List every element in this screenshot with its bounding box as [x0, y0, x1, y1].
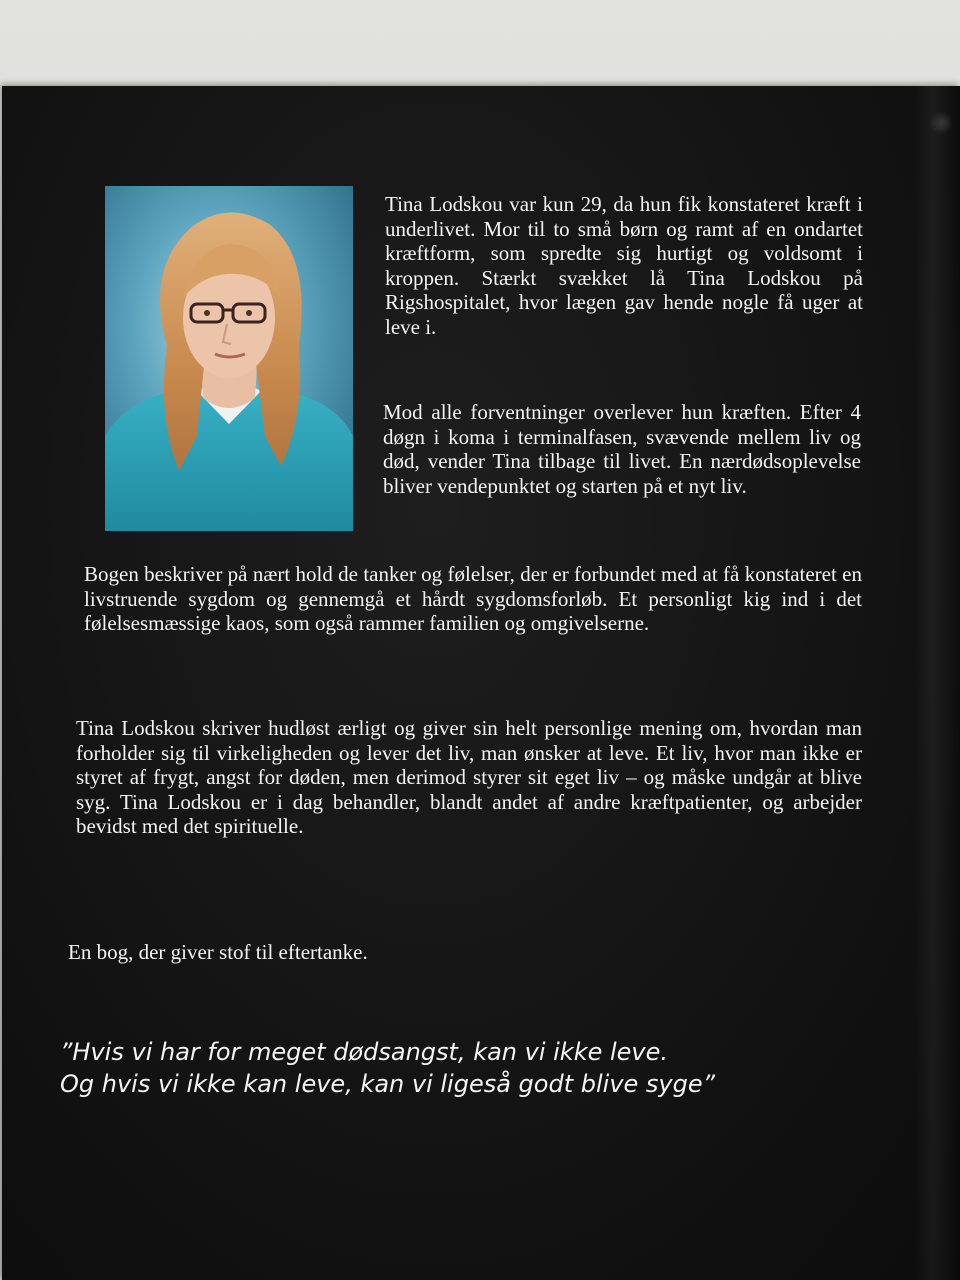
survival-paragraph: Mod alle forventninger overlever hun kræften. Efter 4 døgn i koma i terminalfasen, svævende mellem liv og død, vender Tina tilbage til livet. En nærdødsoplevelse bliver vendepunktet og starten på et nyt liv.	[383, 400, 861, 498]
book-back-cover	[2, 86, 960, 1280]
book-description-paragraph: Bogen beskriver på nært hold de tanker og følelser, der er forbundet med at få konstateret en livstruende sygdom og gennemgå et hårdt sygdomsforløb. Et personligt kig ind i det følelsesmæssige kaos, som også rammer familien og omgivelserne.	[84, 562, 862, 636]
author-paragraph: Tina Lodskou skriver hudløst ærligt og giver sin helt personlige mening om, hvordan man forholder sig til virkeligheden og lever det liv, man ønsker at leve. Et liv, hvor man ikke er styret af frygt, angst for døden, men derimod styrer sit eget liv – og måske undgår at blive syg. Tina Lodskou er i dag behandler, blandt andet af andre kræftpatienter, og arbejder bevidst med det spirituelle.	[76, 716, 862, 839]
quote-line: Og hvis vi ikke kan leve, kan vi ligeså godt blive syge”	[60, 1070, 716, 1098]
back-cover-quote	[60, 1036, 860, 1100]
book-spine-edge	[914, 86, 960, 1280]
intro-paragraph: Tina Lodskou var kun 29, da hun fik konstateret kræft i underlivet. Mor til to små børn og ramt af en ondartet kræftform, som spredte sig hurtigt og voldsomt i kroppen. Stærkt svækket lå Tina Lodskou på Rigshospitalet, hvor lægen gav hende nogle få uger at leve i.	[385, 192, 863, 339]
cover-corner-wear	[930, 110, 952, 136]
author-photo	[105, 186, 353, 531]
quote-line: ”Hvis vi har for meget dødsangst, kan vi ikke leve.	[60, 1038, 669, 1066]
author-portrait-icon	[105, 186, 353, 531]
closing-line: En bog, der giver stof til eftertanke.	[68, 940, 368, 964]
